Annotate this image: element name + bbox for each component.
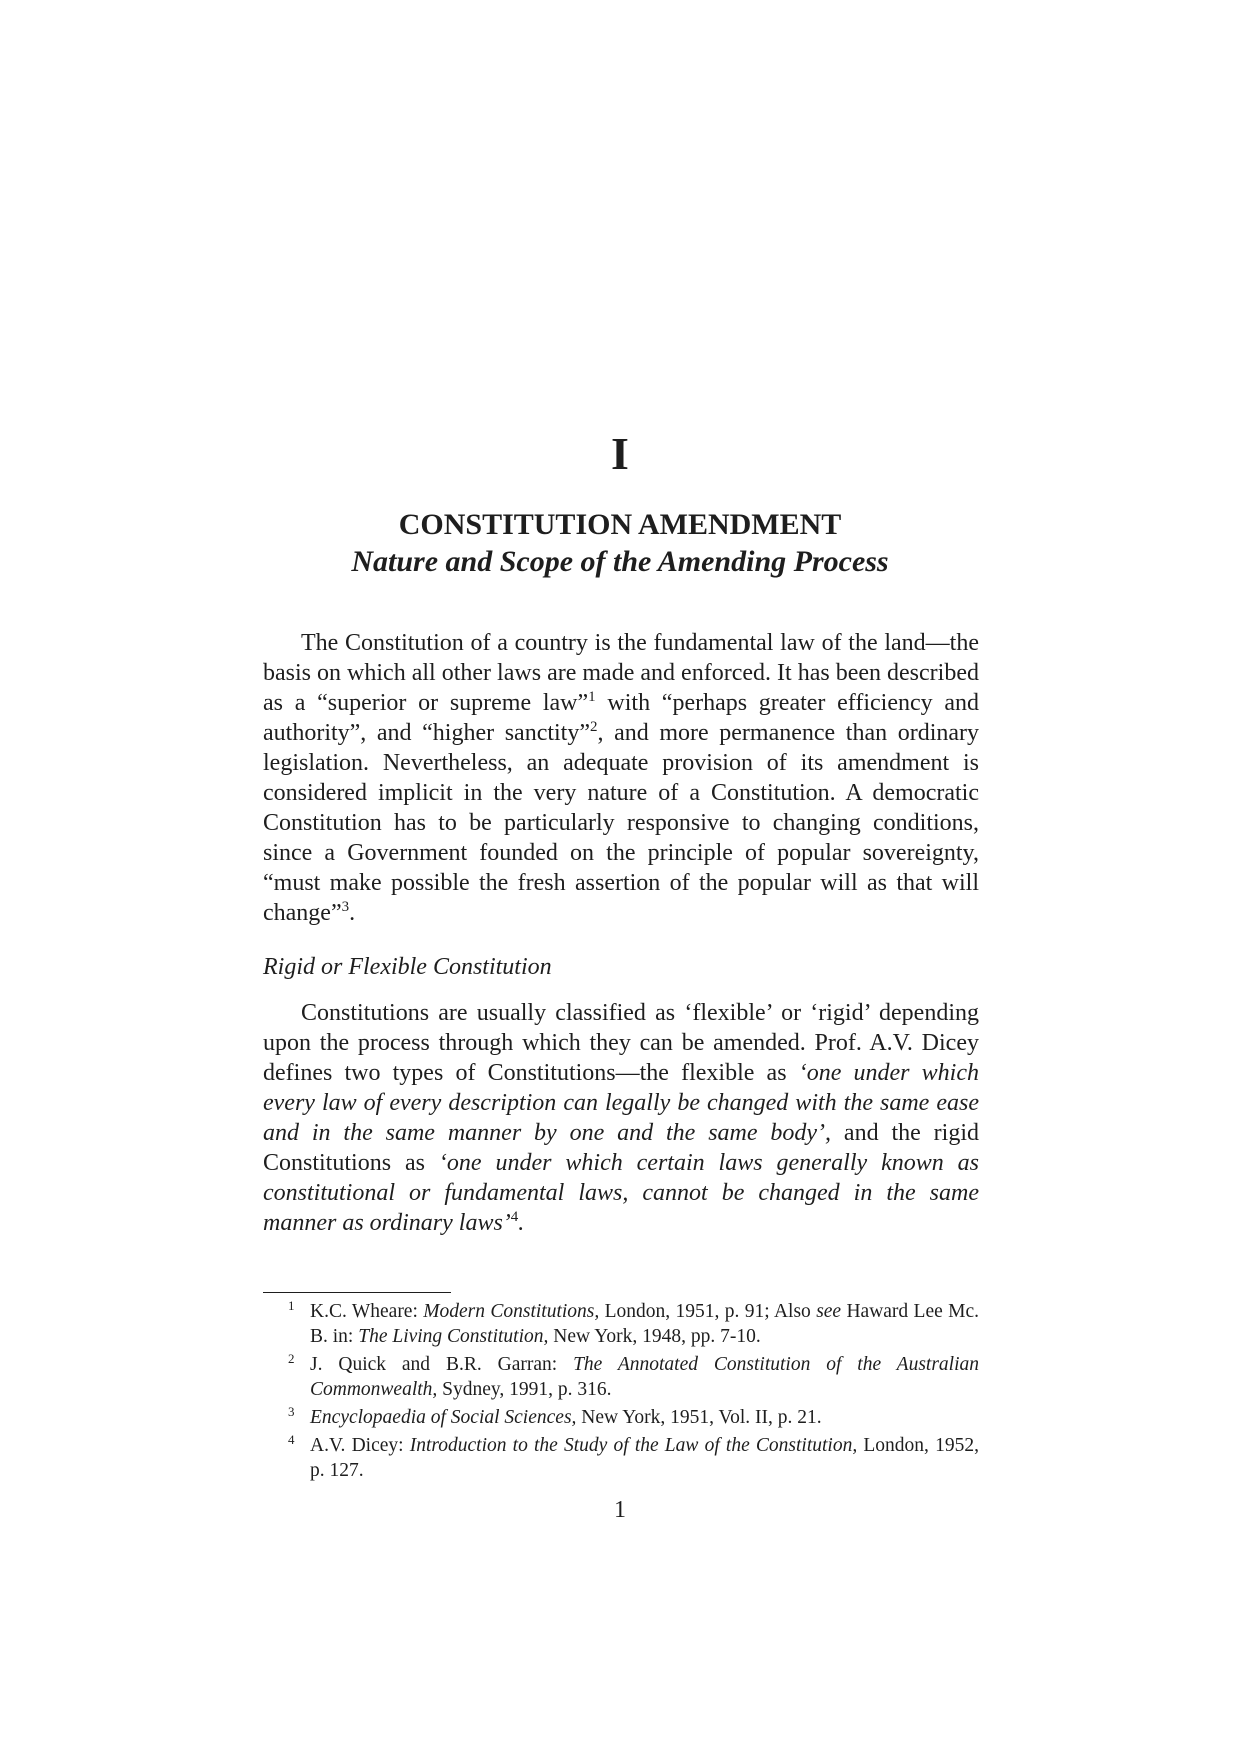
body-paragraph-2: Constitutions are usually classified as ‘flexible’ or ‘rigid’ depending upon the process through which they can be amended. Prof. A.V. Dicey defines two types of Constitutions—the flexible as ‘one under which every law of every description can legally be changed with the same ease and in the same manner by one and the same body’, and the rigid Constitutions as ‘one under which certain laws generally known as constitutional or fundamental laws, cannot be changed in the same manner as ordinary laws’$^4$. bbox=[263, 1000, 979, 1236]
italic-run: Modern Constitutions, bbox=[423, 1301, 600, 1322]
footnote-text: J. Quick and B.R. Garran: The Annotated Constitution of the Australian Commonwealth, Sydney, 1991, p. 316. bbox=[310, 1354, 979, 1400]
chapter-number: I bbox=[611, 428, 629, 479]
footnote-reference: 3 bbox=[341, 899, 350, 915]
footnote-marker: 2 bbox=[288, 1351, 295, 1366]
italic-run: Introduction to the Study of the Law of the Constitution, bbox=[409, 1435, 858, 1456]
footnote-marker: 4 bbox=[288, 1432, 295, 1447]
footnote-3 bbox=[263, 1405, 979, 1430]
footnote-text: Encyclopaedia of Social Sciences, New York, 1951, Vol. II, p. 21. bbox=[310, 1407, 822, 1428]
footnote-reference: 2 bbox=[590, 719, 598, 735]
chapter-title: CONSTITUTION AMENDMENT bbox=[398, 508, 842, 541]
footnote-2 bbox=[263, 1352, 979, 1402]
footnote-marker: 3 bbox=[288, 1404, 295, 1419]
italic-run: ‘one under which certain laws generally known as constitutional or fundamental laws, cannot be changed in the same manner as ordinary laws’ bbox=[263, 1150, 979, 1236]
chapter-subtitle: Nature and Scope of the Amending Process bbox=[351, 545, 889, 578]
footnote-4 bbox=[263, 1433, 979, 1483]
footnote-marker: 1 bbox=[288, 1298, 295, 1313]
page-number: 1 bbox=[614, 1497, 626, 1523]
footnote-reference: 1 bbox=[588, 689, 596, 705]
italic-run: see bbox=[816, 1301, 842, 1322]
footnote-1 bbox=[263, 1299, 979, 1349]
italic-run: . bbox=[518, 1210, 525, 1236]
italic-run: The Annotated Constitution of the Australian Commonwealth, bbox=[310, 1354, 979, 1400]
body-paragraph-1: The Constitution of a country is the fundamental law of the land—the basis on which all other laws are made and enforced. It has been described as a “superior or supreme law”$^1$ with “perhaps greater efficiency and authority”, and “higher sanctity”$^2$, and more permanence than ordinary legislation. Nevertheless, an adequate provision of its amendment is considered implicit in the very nature of a Constitution. A democratic Constitution has to be particularly responsive to changing conditions, since a Government founded on the principle of popular sovereignty, “must make possible the fresh assertion of the popular will as that will change”$^3$. bbox=[263, 630, 980, 926]
footnotes bbox=[263, 1299, 979, 1486]
footnote-text: K.C. Wheare: Modern Constitutions, London, 1951, p. 91; Also see Haward Lee Mc. B. in: The Living Constitution, New York, 1948, pp. 7-10. bbox=[310, 1301, 979, 1347]
italic-run: Encyclopaedia of Social Sciences, bbox=[310, 1407, 577, 1428]
section-heading: Rigid or Flexible Constitution bbox=[263, 954, 552, 980]
footnote-reference: 4 bbox=[510, 1209, 519, 1225]
italic-run: ‘one under which every law of every description can legally be changed with the same ease and in the same manner by one and the same body’, bbox=[263, 1060, 979, 1146]
footnote-text: A.V. Dicey: Introduction to the Study of the Law of the Constitution, London, 1952, p. 127. bbox=[310, 1435, 979, 1481]
italic-run: The Living Constitution, bbox=[358, 1326, 549, 1347]
